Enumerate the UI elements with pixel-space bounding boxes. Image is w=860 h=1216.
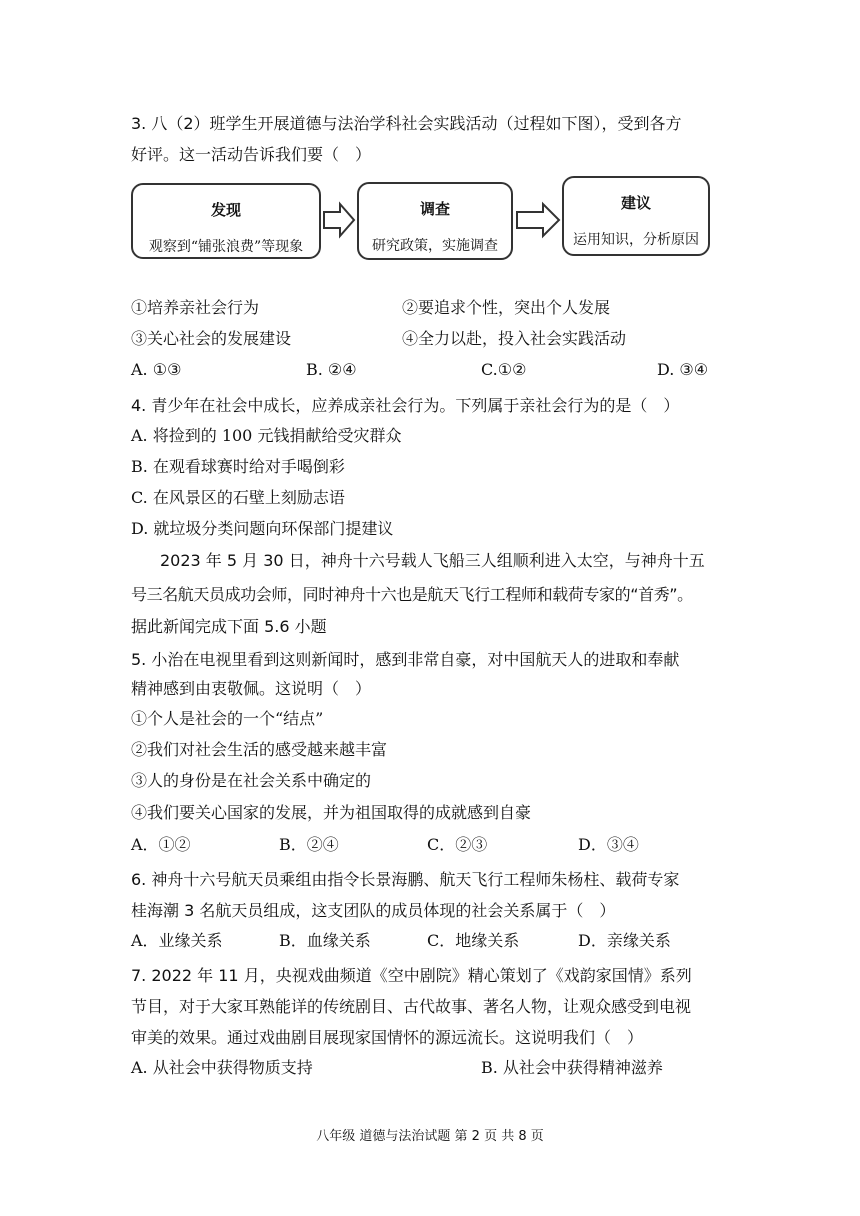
- q4-option-c: C. 在风景区的石壁上刻励志语: [131, 488, 345, 507]
- q4-option-d: D. 就垃圾分类问题向环保部门提建议: [131, 519, 394, 538]
- material-line2: 号三名航天员成功会师，同时神舟十六也是航天飞行工程师和载荷专家的“首秀”。: [131, 585, 693, 604]
- material-line1: 2023 年 5 月 30 日，神舟十六号载人飞船三人组顺利进入太空，与神舟十五: [160, 551, 705, 570]
- flow-step-discover: [131, 183, 321, 259]
- q7-stem-line1: 7. 2022 年 11 月，央视戏曲频道《空中剧院》精心策划了《戏韵家国情》系列: [131, 966, 692, 985]
- q5-item-3: ③人的身份是在社会关系中确定的: [131, 771, 372, 790]
- q3-item-3: ③关心社会的发展建设: [131, 329, 292, 348]
- q3-stem-line1: 3. 八（2）班学生开展道德与法治学科社会实践活动（过程如下图），受到各方: [131, 114, 682, 133]
- q5-stem-line2: 精神感到由衷敬佩。这说明（ ）: [131, 679, 372, 698]
- page-footer: 八年级 道德与法治试题 第 2 页 共 8 页: [316, 1129, 544, 1144]
- q3-option-c: C.①②: [481, 360, 527, 379]
- q3-option-d: D. ③④: [657, 360, 709, 379]
- arrow-right-icon: [515, 200, 561, 240]
- q7-stem-line3: 审美的效果。通过戏曲剧目展现家国情怀的源远流长。这说明我们（ ）: [131, 1028, 644, 1047]
- flow-step-title: 调查: [419, 200, 450, 218]
- q6-stem-line2: 桂海潮 3 名航天员组成，这支团队的成员体现的社会关系属于（ ）: [131, 901, 616, 920]
- q3-item-2: ②要追求个性，突出个人发展: [402, 298, 611, 317]
- q6-option-c: C．地缘关系: [427, 931, 520, 950]
- q7-option-a: A. 从社会中获得物质支持: [131, 1058, 313, 1077]
- q3-item-1: ①培养亲社会行为: [131, 298, 260, 317]
- q7-stem-line2: 节目，对于大家耳熟能详的传统剧目、古代故事、著名人物，让观众感受到电视: [131, 997, 692, 1016]
- q6-option-d: D．亲缘关系: [578, 931, 671, 950]
- flow-step-title: 建议: [620, 194, 651, 212]
- q5-option-a: A．①②: [131, 835, 191, 854]
- q6-option-a: A．业缘关系: [131, 931, 223, 950]
- q3-stem-line2: 好评。这一活动告诉我们要（ ）: [131, 145, 372, 164]
- flow-step-investigate: [357, 182, 513, 260]
- flow-step-suggest: [562, 176, 710, 256]
- q4-option-b: B. 在观看球赛时给对手喝倒彩: [131, 457, 345, 476]
- q6-stem-line1: 6. 神舟十六号航天员乘组由指令长景海鹏、航天飞行工程师朱杨柱、载荷专家: [131, 870, 680, 889]
- q4-stem: 4. 青少年在社会中成长，应养成亲社会行为。下列属于亲社会行为的是（ ）: [131, 396, 680, 415]
- q3-item-4: ④全力以赴，投入社会实践活动: [402, 329, 627, 348]
- q3-option-a: A. ①③: [131, 360, 182, 379]
- q5-stem-line1: 5. 小治在电视里看到这则新闻时，感到非常自豪，对中国航天人的进取和奉献: [131, 650, 680, 669]
- flow-step-text: 运用知识，分析原因: [573, 232, 699, 248]
- material-line3: 据此新闻完成下面 5.6 小题: [131, 617, 327, 636]
- q3-option-b: B. ②④: [306, 360, 357, 379]
- arrow-right-icon: [322, 200, 356, 240]
- flow-step-text: 观察到“铺张浪费”等现象: [148, 239, 304, 255]
- q5-option-d: D．③④: [578, 835, 639, 854]
- q5-item-2: ②我们对社会生活的感受越来越丰富: [131, 740, 388, 759]
- q6-option-b: B．血缘关系: [279, 931, 371, 950]
- q5-item-1: ①个人是社会的一个“结点”: [131, 709, 324, 728]
- q4-option-a: A. 将捡到的 100 元钱捐献给受灾群众: [131, 426, 402, 445]
- q5-option-c: C．②③: [427, 835, 488, 854]
- q5-item-4: ④我们要关心国家的发展，并为祖国取得的成就感到自豪: [131, 803, 532, 822]
- flow-step-title: 发现: [210, 201, 241, 219]
- q5-option-b: B．②④: [279, 835, 339, 854]
- q7-option-b: B. 从社会中获得精神滋养: [481, 1058, 663, 1077]
- flow-step-text: 研究政策，实施调查: [372, 238, 498, 254]
